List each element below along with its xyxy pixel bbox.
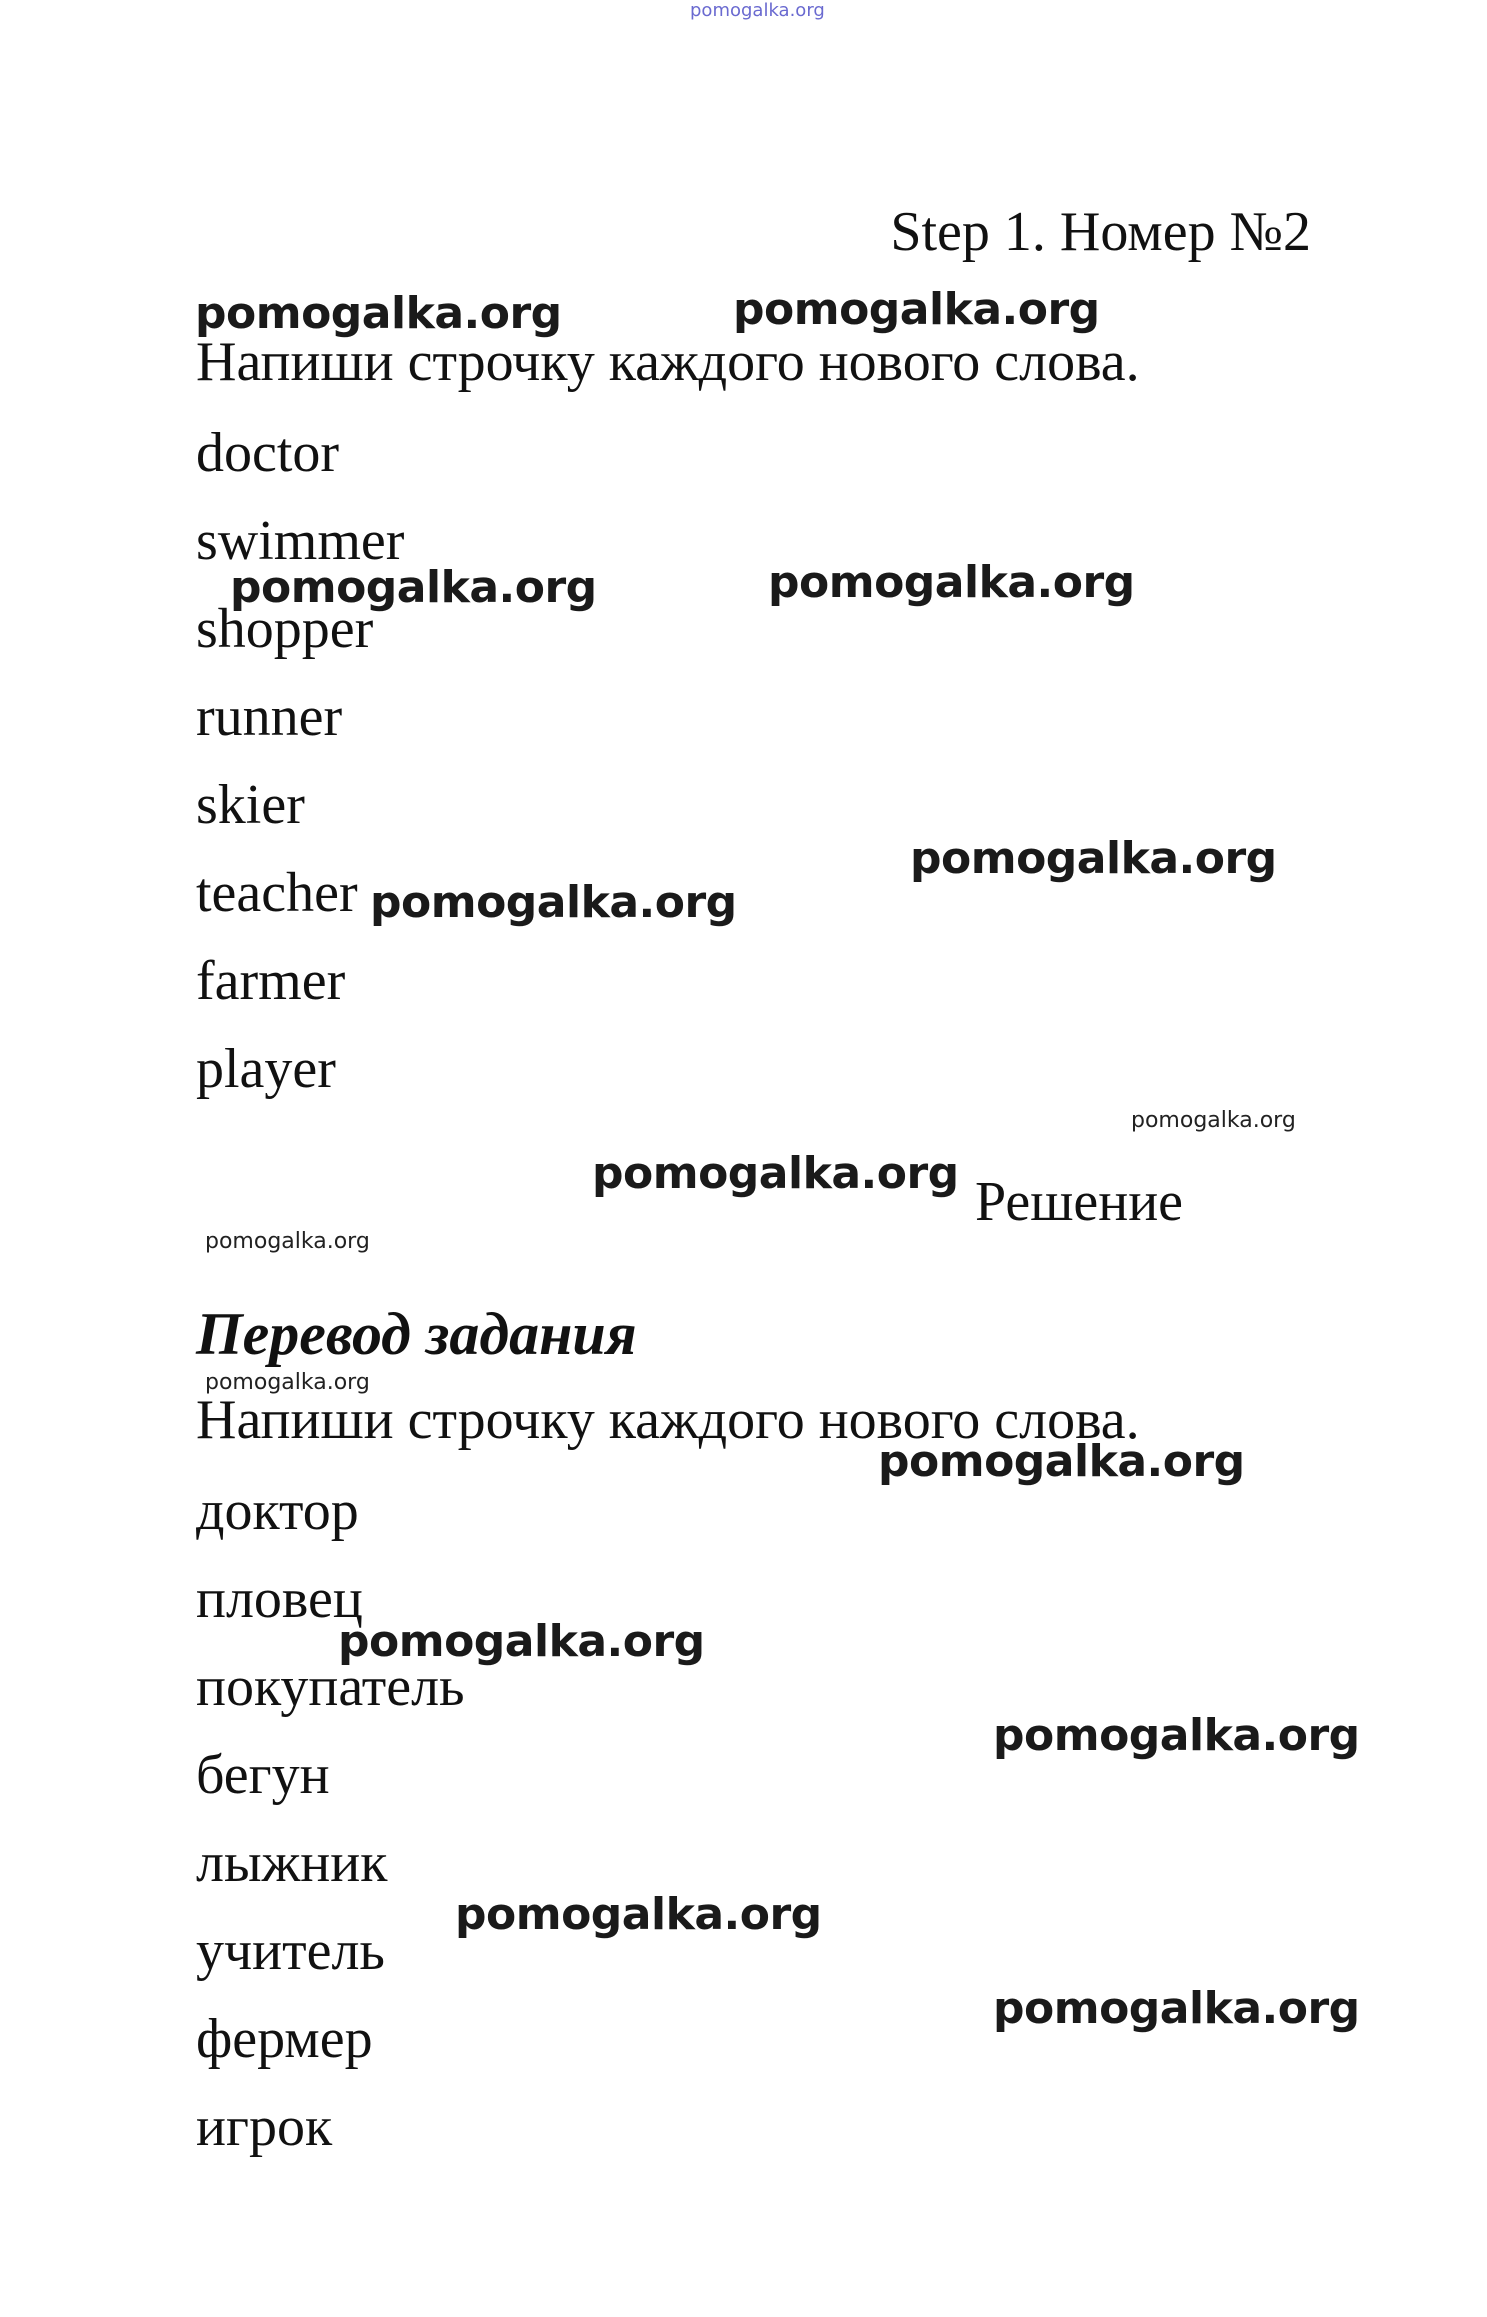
watermark-small: pomogalka.org bbox=[205, 1229, 370, 1254]
watermark: pomogalka.org bbox=[195, 288, 562, 339]
translated-word-item: покупатель bbox=[196, 1656, 465, 1718]
translated-word-item: бегун bbox=[196, 1744, 330, 1806]
word-item: runner bbox=[196, 686, 343, 748]
translation-heading: Перевод задания bbox=[196, 1301, 637, 1367]
watermark: pomogalka.org bbox=[230, 562, 597, 613]
watermark: pomogalka.org bbox=[592, 1148, 959, 1199]
translated-word-item: лыжник bbox=[196, 1832, 388, 1894]
translated-word-item: пловец bbox=[196, 1568, 363, 1630]
word-item: doctor bbox=[196, 422, 340, 484]
page-title: Step 1. Номер №2 bbox=[890, 201, 1311, 263]
task-instruction: Напиши строчку каждого нового слова. bbox=[196, 331, 1140, 393]
translation-instruction: Напиши строчку каждого нового слова. bbox=[196, 1389, 1140, 1451]
watermark: pomogalka.org bbox=[455, 1889, 822, 1940]
watermark: pomogalka.org bbox=[768, 557, 1135, 608]
watermark-top: pomogalka.org bbox=[690, 0, 825, 21]
word-item: farmer bbox=[196, 950, 346, 1012]
watermark: pomogalka.org bbox=[370, 877, 737, 928]
watermark-small: pomogalka.org bbox=[1131, 1108, 1296, 1133]
word-item: swimmer bbox=[196, 510, 405, 572]
word-item: shopper bbox=[196, 598, 374, 660]
watermark: pomogalka.org bbox=[993, 1983, 1360, 2034]
translated-word-item: фермер bbox=[196, 2008, 373, 2070]
word-item: teacher bbox=[196, 862, 358, 924]
watermark: pomogalka.org bbox=[733, 284, 1100, 335]
watermark: pomogalka.org bbox=[338, 1616, 705, 1667]
watermark: pomogalka.org bbox=[910, 833, 1277, 884]
word-item: skier bbox=[196, 774, 305, 836]
solution-label: Решение bbox=[975, 1171, 1184, 1233]
watermark-small: pomogalka.org bbox=[205, 1370, 370, 1395]
watermark: pomogalka.org bbox=[878, 1436, 1245, 1487]
word-item: player bbox=[196, 1038, 336, 1100]
translated-word-item: учитель bbox=[196, 1920, 385, 1982]
translated-word-item: игрок bbox=[196, 2096, 333, 2158]
translated-word-item: доктор bbox=[196, 1480, 359, 1542]
watermark: pomogalka.org bbox=[993, 1710, 1360, 1761]
